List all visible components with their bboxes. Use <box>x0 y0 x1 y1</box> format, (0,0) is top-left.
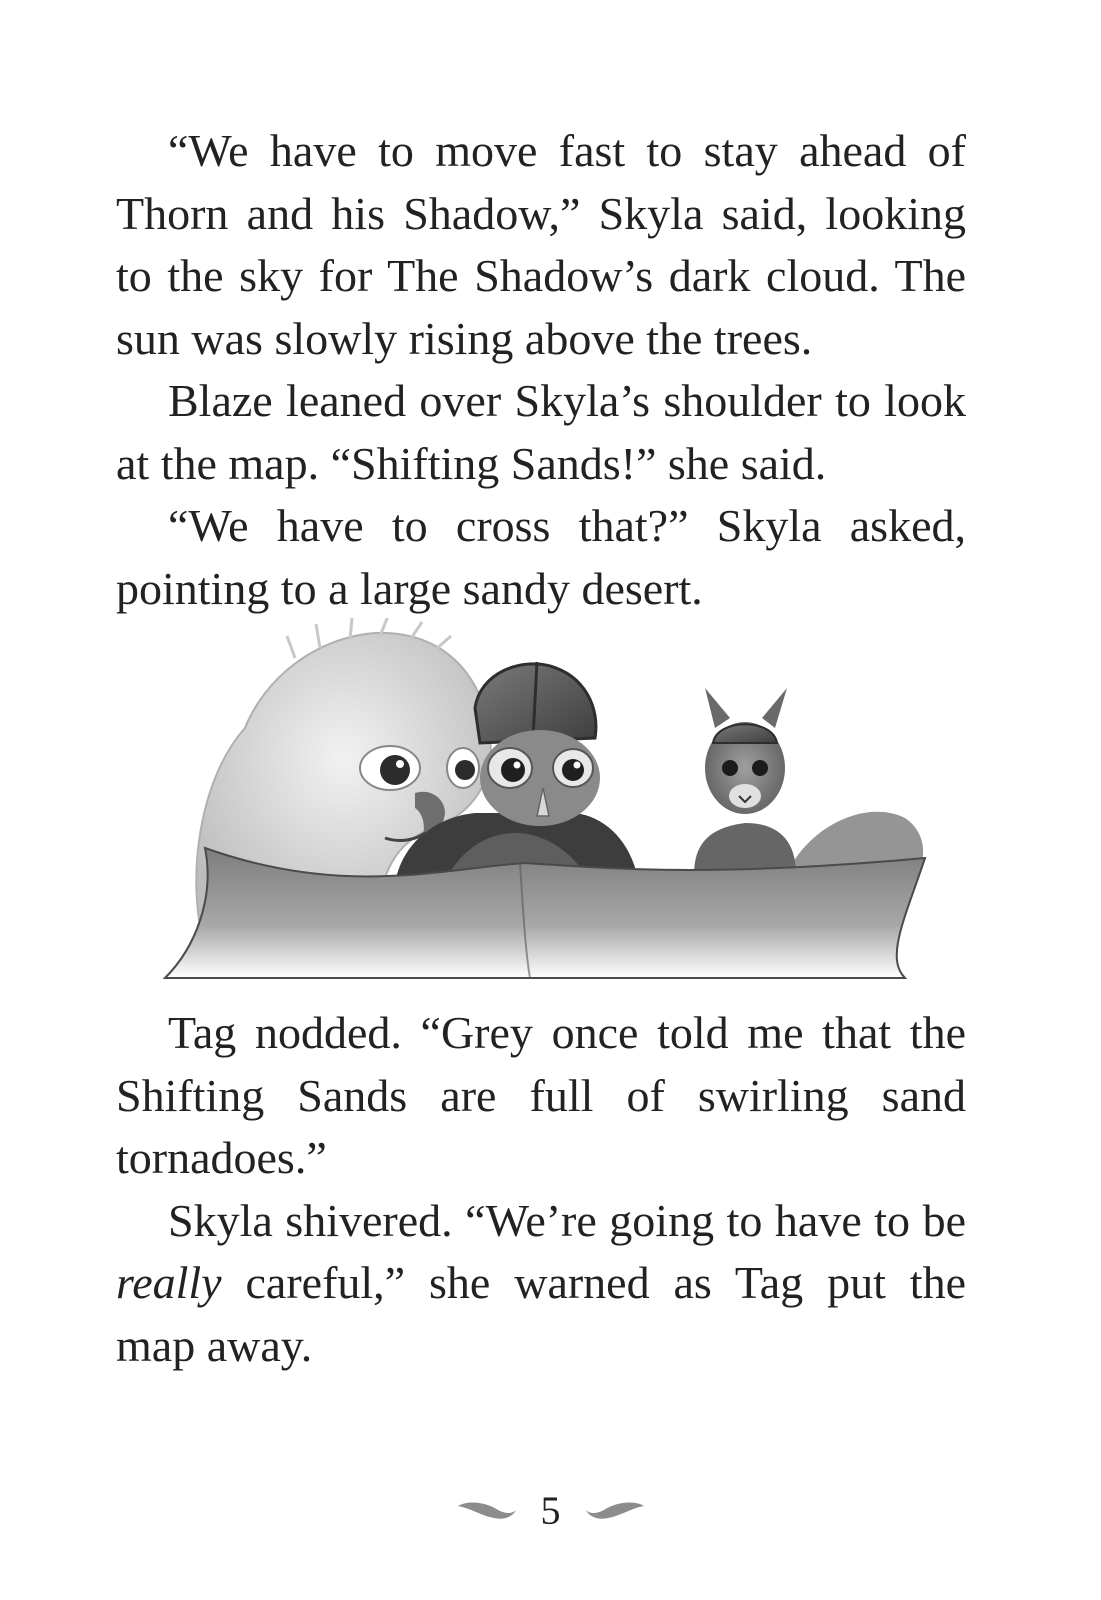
paragraph <box>116 1190 966 1378</box>
page-footer <box>0 1485 1101 1535</box>
leaf-ornament-icon <box>456 1498 518 1522</box>
map-icon <box>165 848 925 978</box>
emphasis-text: really <box>116 1257 222 1308</box>
top-text-block <box>116 120 966 620</box>
text-run: careful,” she warned as Tag put the map away. <box>116 1257 966 1371</box>
leaf-ornament-icon <box>584 1498 646 1522</box>
squirrel-icon <box>694 688 923 888</box>
paragraph: “We have to cross that?” Skyla asked, pointing to a large sandy desert. <box>116 500 966 614</box>
text-run: Skyla shivered. “We’re going to have to be <box>168 1194 966 1246</box>
paragraph: Blaze leaned over Skyla’s shoulder to look at the map. “Shifting Sands!” she said. <box>116 375 966 489</box>
illustration-characters-reading-map <box>145 618 935 988</box>
paragraph: “We have to move fast to stay ahead of Thorn and his Shadow,” Skyla said, looking to the sky for The Shadow’s dark cloud. The sun was slowly rising above the trees. <box>116 125 966 364</box>
paragraph: Tag nodded. “Grey once told me that the Shifting Sands are full of swirling sand tornadoes.” <box>116 1007 966 1183</box>
bottom-text-block <box>116 1002 966 1377</box>
page-number: 5 <box>540 1487 561 1533</box>
